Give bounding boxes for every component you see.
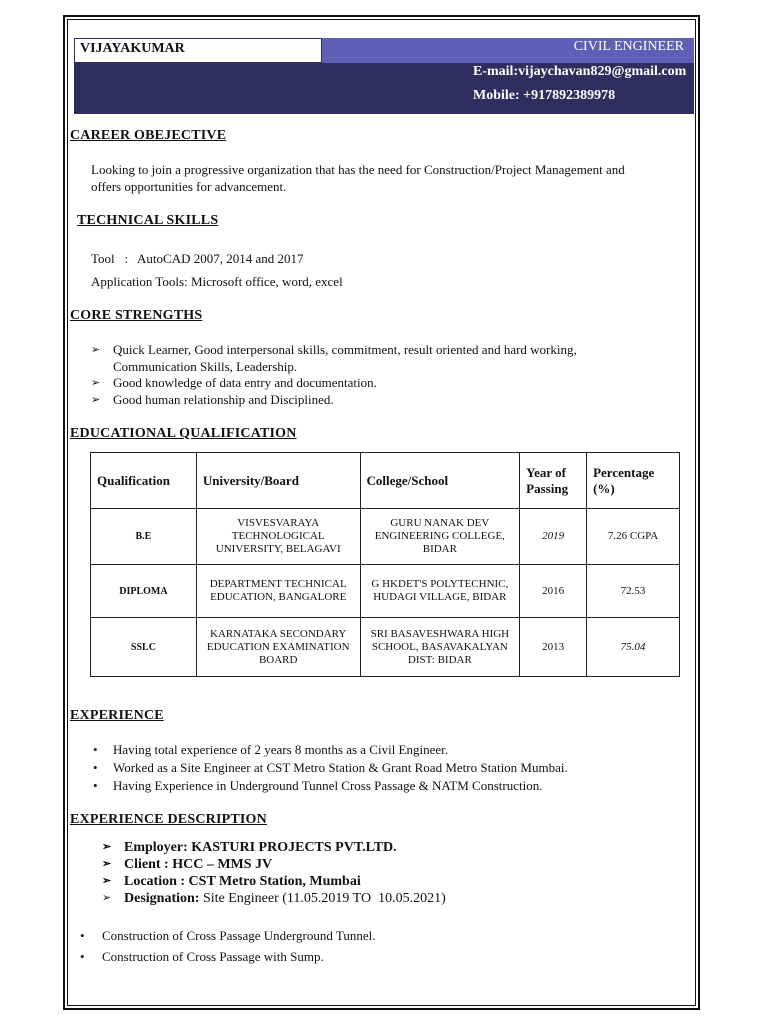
technical-skills-title: TECHNICAL SKILLS [77,213,219,228]
location: Location : CST Metro Station, Mumbai [124,874,361,889]
cell-qualification: B.E [91,509,197,565]
employer: Employer: KASTURI PROJECTS PVT.LTD. [124,840,397,855]
list-item: • Worked as a Site Engineer at CST Metro Station & Grant Road Metro Station Mumbai. [93,760,568,775]
list-item: • Construction of Cross Passage with Sump. [78,946,668,967]
cell-university: KARNATAKA SECONDARY EDUCATION EXAMINATION BOARD [196,618,360,677]
table-row [91,565,680,618]
table-header-row [91,453,680,509]
client: Client : HCC – MMS JV [124,857,273,872]
col-header-college: College/School [360,453,520,509]
experience-title: EXPERIENCE [70,708,164,723]
col-header-percentage: Percentage (%) [587,453,680,509]
experience-details-list [102,839,662,907]
list-item [102,890,662,907]
education-table [90,452,680,677]
list-item: Communication Skills, Leadership. [113,358,298,374]
dot-bullet-icon: • [80,928,85,943]
experience-list [91,741,681,795]
candidate-role: CIVIL ENGINEER [573,39,684,54]
cell-percentage: 72.53 [587,565,680,618]
cell-university: VISVESVARAYA TECHNOLOGICAL UNIVERSITY, BELAGAVI [196,509,360,565]
list-item: • Having Experience in Underground Tunnel Cross Passage & NATM Construction. [93,778,543,793]
arrow-bullet-icon: ➢ [102,875,112,887]
arrow-bullet-icon: ➢ [91,377,101,389]
candidate-name: VIJAYAKUMAR [74,38,322,63]
candidate-email: E-mail:vijaychavan829@gmail.com [473,64,687,79]
arrow-bullet-icon: ➢ [102,858,112,870]
experience-description-title: EXPERIENCE DESCRIPTION [70,812,267,827]
cell-year: 2016 [520,565,587,618]
dot-bullet-icon: • [80,949,85,964]
list-item: ➢ Good human relationship and Disciplined. [91,391,334,407]
col-header-university: University/Board [196,453,360,509]
designation-label: Designation: [124,891,200,906]
list-item [102,873,662,890]
core-strengths-list [91,342,671,408]
list-item: • Construction of Cross Passage Underground Tunnel. [78,925,668,946]
arrow-bullet-icon: ➢ [91,344,101,356]
list-item: ➢ Good knowledge of data entry and documentation. [91,375,377,390]
cell-qualification: SSLC [91,618,197,677]
dot-bullet-icon: • [93,742,98,757]
table-row [91,509,680,565]
cell-year: 2019 [520,509,587,565]
cell-year: 2013 [520,618,587,677]
cell-college: GURU NANAK DEV ENGINEERING COLLEGE, BIDAR [360,509,520,565]
arrow-bullet-icon: ➢ [91,393,101,406]
career-objective-title: CAREER OBEJECTIVE [70,128,227,143]
col-header-qualification: Qualification [91,453,197,509]
list-item [102,839,662,856]
cell-percentage: 75.04 [587,618,680,677]
cell-percentage: 7.26 CGPA [587,509,680,565]
list-item: • Having total experience of 2 years 8 months as a Civil Engineer. [93,742,449,757]
education-title: EDUCATIONAL QUALIFICATION [70,426,297,441]
cell-college: SRI BASAVESHWARA HIGH SCHOOL, BASAVAKALYAN DIST: BIDAR [360,618,520,677]
arrow-bullet-icon: ➢ [102,892,112,904]
arrow-bullet-icon: ➢ [102,841,112,853]
list-item: ➢ Quick Learner, Good interpersonal skills, commitment, result oriented and hard working, [91,342,577,357]
list-item [102,856,662,873]
career-objective-line-2: offers opportunities for advancement. [91,179,287,194]
core-strengths-title: CORE STRENGTHS [70,308,203,323]
cell-university: DEPARTMENT TECHNICAL EDUCATION, BANGALORE [196,565,360,618]
dot-bullet-icon: • [93,778,98,793]
table-row [91,618,680,677]
career-objective-line-1: Looking to join a progressive organization that has the need for Construction/Project Management and [91,162,625,177]
cell-college: G HKDET'S POLYTECHNIC, HUDAGI VILLAGE, BIDAR [360,565,520,618]
candidate-mobile: Mobile: +917892389978 [473,88,616,103]
col-header-year: Year of Passing [520,453,587,509]
dot-bullet-icon: • [93,760,98,775]
cell-qualification: DIPLOMA [91,565,197,618]
designation-value: Site Engineer (11.05.2019 TO 10.05.2021) [199,891,446,906]
technical-skill-tool: Tool : AutoCAD 2007, 2014 and 2017 [91,251,304,266]
technical-skill-app-tools: Application Tools: Microsoft office, word, excel [91,274,343,289]
tasks-list [78,925,668,967]
